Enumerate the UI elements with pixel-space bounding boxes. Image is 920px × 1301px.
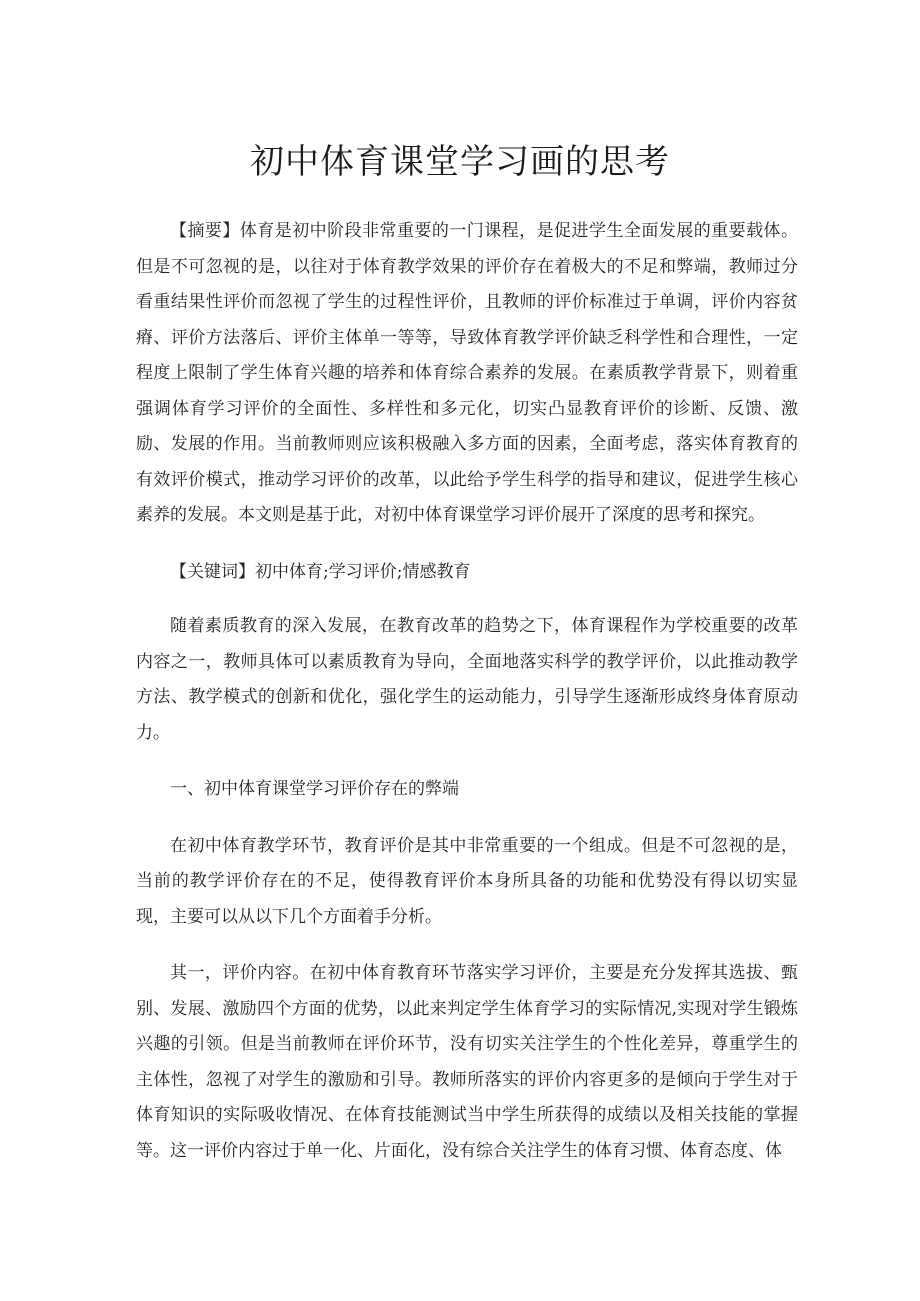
document-body	[136, 214, 798, 1169]
section-heading: 一、初中体育课堂学习评价存在的弊端	[170, 779, 459, 799]
point-paragraph: 其一，评价内容。在初中体育教育环节落实学习评价，主要是充分发挥其选拔、甄别、发展、激励四个方面的优势，以此来判定学生体育学习的实际情况,实现对学生锻炼兴趣的引领。但是当前教师在评价环节，没有切实关注学生的个性化差异，尊重学生的主体性，忽视了对学生的激励和引导。教师所落实的评价内容更多的是倾向于学生对于体育知识的实际吸收情况、在体育技能测试当中学生所获得的成绩以及相关技能的掌握等。这一评价内容过于单一化、片面化，没有综合关注学生的体育习惯、体育态度、体	[136, 963, 798, 1161]
abstract-paragraph: 【摘要】体育是初中阶段非常重要的一门课程，是促进学生全面发展的重要载体。但是不可忽视的是，以往对于体育教学效果的评价存在着极大的不足和弊端，教师过分看重结果性评价而忽视了学生的过程性评价，且教师的评价标准过于单调，评价内容贫瘠、评价方法落后、评价主体单一等等，导致体育教学评价缺乏科学性和合理性，一定程度上限制了学生体育兴趣的培养和体育综合素养的发展。在素质教学背景下，则着重强调体育学习评价的全面性、多样性和多元化，切实凸显教育评价的诊断、反馈、激励、发展的作用。当前教师则应该积极融入多方面的因素，全面考虑，落实体育教育的有效评价模式，推动学习评价的改革，以此给予学生科学的指导和建议，促进学生核心素养的发展。本文则是基于此，对初中体育课堂学习评价展开了深度的思考和探究。	[136, 221, 798, 525]
keywords-paragraph: 【关键词】初中体育;学习评价;情感教育	[170, 561, 471, 582]
document-title: 初中体育课堂学习画的思考	[250, 142, 670, 182]
section-paragraph: 在初中体育教学环节，教育评价是其中非常重要的一个组成。但是不可忽视的是，当前的教学评价存在的不足，使得教育评价本身所具备的功能和优势没有得以切实显现，主要可以从以下几个方面着手分析。	[136, 835, 798, 927]
intro-paragraph: 随着素质教育的深入发展，在教育改革的趋势之下，体育课程作为学校重要的改革内容之一，教师具体可以素质教育为导向，全面地落实科学的教学评价，以此推动教学方法、教学模式的创新和优化，强化学生的运动能力，引导学生逐渐形成终身体育原动力。	[136, 616, 798, 743]
